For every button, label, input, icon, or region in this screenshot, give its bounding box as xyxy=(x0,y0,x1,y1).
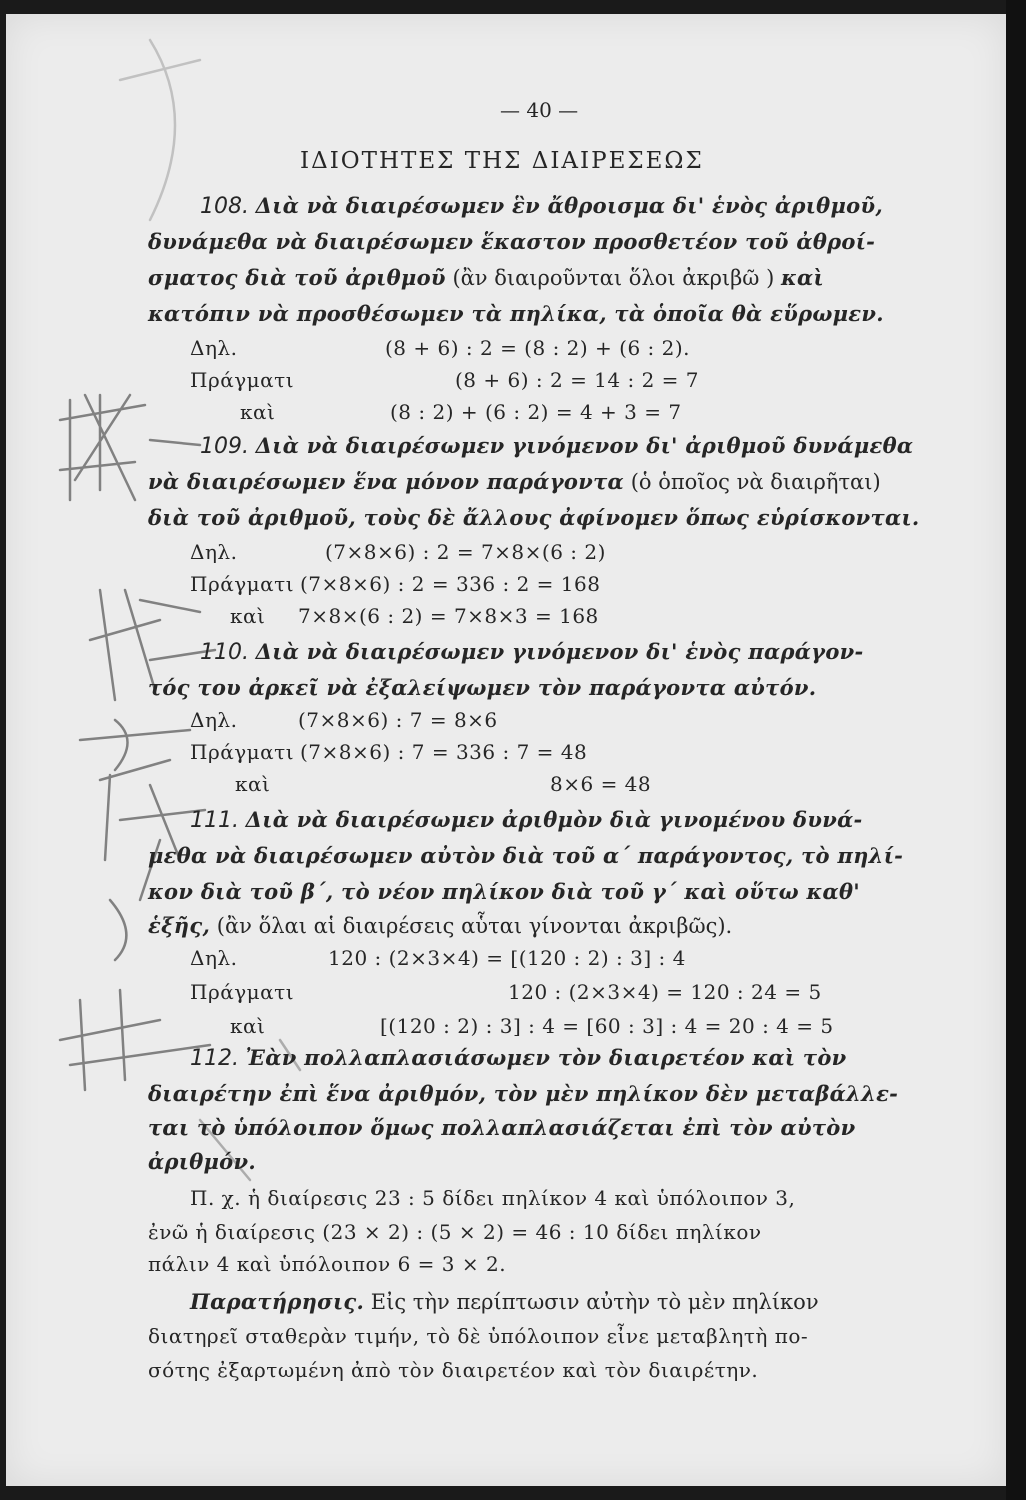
page-edge-shadow xyxy=(1006,0,1026,1500)
p108-example-1-label: Δηλ. xyxy=(190,336,238,360)
p112-remark-3: πάλιν 4 καὶ ὑπόλοιπον 6 = 3 × 2. xyxy=(148,1252,507,1276)
p108-example-3: (8 : 2) + (6 : 2) = 4 + 3 = 7 xyxy=(390,400,682,424)
p111-example-2: 120 : (2×3×4) = 120 : 24 = 5 xyxy=(508,980,822,1004)
p110-example-2: (7×8×6) : 7 = 336 : 7 = 48 xyxy=(300,740,588,764)
p109-number: 109. xyxy=(200,434,249,459)
p112-line-4: ἀριθμόν. xyxy=(148,1149,256,1174)
p110-example-3-label: καὶ xyxy=(235,772,271,796)
p112-number: 112. xyxy=(190,1046,239,1071)
section-title: ΙΔΙΟΤΗΤΕΣ ΤΗΣ ΔΙΑΙΡΕΣΕΩΣ xyxy=(300,148,704,174)
p108-line-4: κατόπιν νὰ προσθέσωμεν τὰ πηλίκα, τὰ ὁποῖα θὰ εὕρωμεν. xyxy=(148,301,884,326)
p109-example-3-label: καὶ xyxy=(230,604,266,628)
p110-number: 110. xyxy=(200,640,249,665)
p109-line-2: νὰ διαιρέσωμεν ἕνα μόνον παράγοντα (ὁ ὁποῖος νὰ διαιρῆται) xyxy=(148,469,881,494)
p111-number: 111. xyxy=(190,808,239,833)
p110-example-1: (7×8×6) : 7 = 8×6 xyxy=(298,708,498,732)
p108-example-2-label: Πράγματι xyxy=(190,368,295,392)
p111-line-2: μεθα νὰ διαιρέσωμεν αὐτὸν διὰ τοῦ α΄ παράγοντος, τὸ πηλί- xyxy=(148,843,904,868)
p109-example-2-label: Πράγματι xyxy=(190,572,295,596)
p109-example-3: 7×8×(6 : 2) = 7×8×3 = 168 xyxy=(298,604,599,628)
observation-line-2: διατηρεῖ σταθερὰν τιμήν, τὸ δὲ ὑπόλοιπον εἶνε μεταβλητὴ πο- xyxy=(148,1324,809,1348)
p110-example-3: 8×6 = 48 xyxy=(550,772,652,796)
p111-example-1: 120 : (2×3×4) = [(120 : 2) : 3] : 4 xyxy=(328,946,686,970)
p108-example-1: (8 + 6) : 2 = (8 : 2) + (6 : 2). xyxy=(385,336,691,360)
p108-number: 108. xyxy=(200,194,249,219)
p112-remark-1: Π. χ. ἡ διαίρεσις 23 : 5 δίδει πηλίκον 4 καὶ ὑπόλοιπον 3, xyxy=(190,1186,796,1210)
p111-line-4: ἑξῆς, (ἂν ὅλαι αἱ διαιρέσεις αὗται γίνονται ἀκριβῶς). xyxy=(148,913,733,938)
p111-example-1-label: Δηλ. xyxy=(190,946,238,970)
observation-label: Παρατήρησις. xyxy=(190,1289,365,1314)
p108-example-3-label: καὶ xyxy=(240,400,276,424)
p112-remark-2: ἐνῶ ἡ διαίρεσις (23 × 2) : (5 × 2) = 46 : 10 δίδει πηλίκον xyxy=(148,1220,762,1244)
p108-line-2: δυνάμεθα νὰ διαιρέσωμεν ἕκαστον προσθετέον τοῦ ἀθροί- xyxy=(148,229,876,254)
p110-example-2-label: Πράγματι xyxy=(190,740,295,764)
p111-example-3: [(120 : 2) : 3] : 4 = [60 : 3] : 4 = 20 : 4 = 5 xyxy=(380,1014,834,1038)
p111-line-3: κον διὰ τοῦ β΄, τὸ νέον πηλίκον διὰ τοῦ γ΄ καὶ οὕτω καθ' xyxy=(148,879,861,904)
p111-line-1: 111. Διὰ νὰ διαιρέσωμεν ἀριθμὸν διὰ γινομένου δυνά- xyxy=(190,807,863,833)
p110-line-2: τός του ἀρκεῖ νὰ ἐξαλείψωμεν τὸν παράγοντα αὐτόν. xyxy=(148,675,817,700)
p110-example-1-label: Δηλ. xyxy=(190,708,238,732)
p109-example-1: (7×8×6) : 2 = 7×8×(6 : 2) xyxy=(325,540,606,564)
p111-example-2-label: Πράγματι xyxy=(190,980,295,1004)
p108-line-3: σματος διὰ τοῦ ἀριθμοῦ (ἂν διαιροῦνται ὅλοι ἀκριβῶ ) καὶ xyxy=(148,265,824,290)
observation-line-1: Παρατήρησις. Εἰς τὴν περίπτωσιν αὐτὴν τὸ μὲν πηλίκον xyxy=(190,1289,819,1314)
p109-line-3: διὰ τοῦ ἀριθμοῦ, τοὺς δὲ ἄλλους ἀφίνομεν ὅπως εὑρίσκονται. xyxy=(148,505,920,530)
p109-example-1-label: Δηλ. xyxy=(190,540,238,564)
page-number: — 40 — xyxy=(500,98,579,122)
p112-line-3: ται τὸ ὑπόλοιπον ὅμως πολλαπλασιάζεται ἐπὶ τὸν αὐτὸν xyxy=(148,1115,856,1140)
p108-example-2: (8 + 6) : 2 = 14 : 2 = 7 xyxy=(455,368,700,392)
p108-line-1: 108. Διὰ νὰ διαιρέσωμεν ἓν ἄθροισμα δι' ἑνὸς ἀριθμοῦ, xyxy=(200,193,883,219)
p112-line-2: διαιρέτην ἐπὶ ἕνα ἀριθμόν, τὸν μὲν πηλίκον δὲν μεταβάλλε- xyxy=(148,1081,899,1106)
p110-line-1: 110. Διὰ νὰ διαιρέσωμεν γινόμενον δι' ἑνὸς παράγον- xyxy=(200,639,864,665)
observation-line-3: σότης ἐξαρτωμένη ἀπὸ τὸν διαιρετέον καὶ τὸν διαιρέτην. xyxy=(148,1358,759,1382)
p112-line-1: 112. Ἐὰν πολλαπλασιάσωμεν τὸν διαιρετέον καὶ τὸν xyxy=(190,1045,847,1071)
p111-example-3-label: καὶ xyxy=(230,1014,266,1038)
p109-line-1: 109. Διὰ νὰ διαιρέσωμεν γινόμενον δι' ἀριθμοῦ δυνάμεθα xyxy=(200,433,914,459)
p109-example-2: (7×8×6) : 2 = 336 : 2 = 168 xyxy=(300,572,601,596)
